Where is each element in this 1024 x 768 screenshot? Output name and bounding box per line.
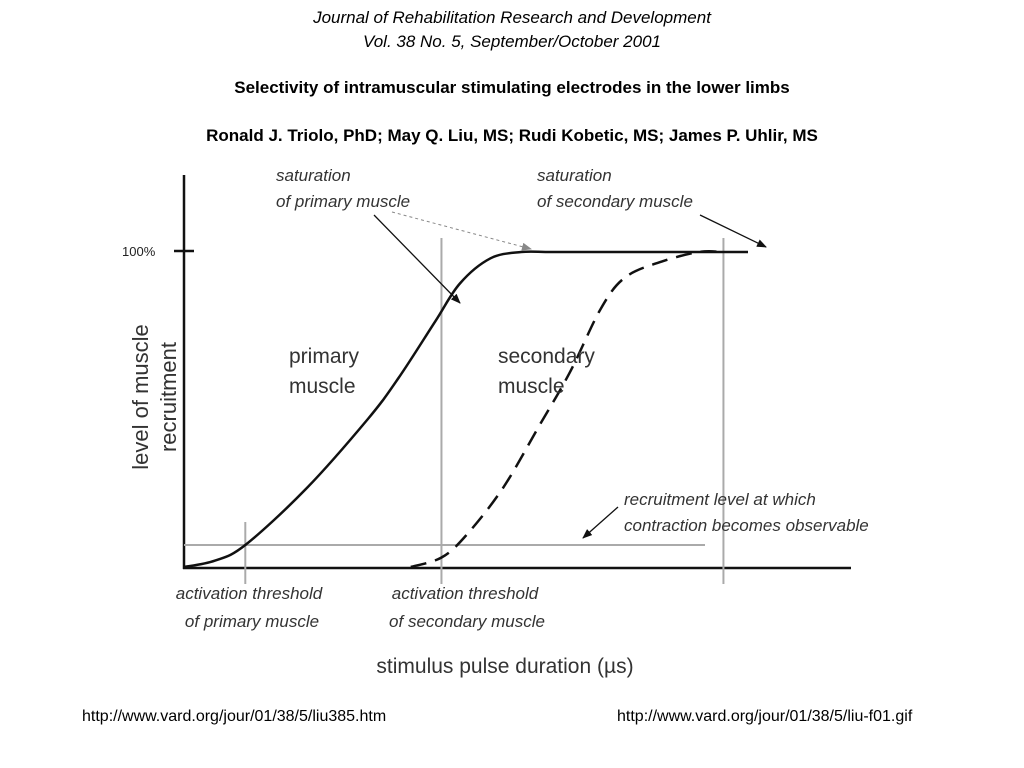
label-act-secondary-1: activation threshold [391, 584, 539, 603]
label-primary-muscle-2: muscle [289, 375, 356, 398]
arrow-sat-primary-dotted [392, 212, 531, 249]
label-secondary-muscle-2: muscle [498, 375, 565, 398]
label-act-secondary-2: of secondary muscle [389, 612, 545, 631]
label-act-primary-2: of primary muscle [184, 612, 320, 631]
journal-name: Journal of Rehabilitation Research and Development [313, 8, 711, 27]
label-primary-muscle-1: primary [289, 345, 360, 368]
label-sat-secondary-2: of secondary muscle [537, 192, 693, 211]
paper-title: Selectivity of intramuscular stimulating electrodes in the lower limbs [234, 78, 790, 97]
journal-issue: Vol. 38 No. 5, September/October 2001 [363, 32, 661, 51]
arrow-sat-primary [374, 215, 460, 303]
label-observable-1: recruitment level at which [624, 490, 816, 509]
label-observable-2: contraction becomes observable [624, 516, 869, 535]
label-sat-primary-1: saturation [276, 166, 351, 185]
arrow-sat-secondary [700, 215, 766, 247]
source-url-left[interactable]: http://www.vard.org/jour/01/38/5/liu385.htm [82, 708, 387, 725]
paper-authors: Ronald J. Triolo, PhD; May Q. Liu, MS; Rudi Kobetic, MS; James P. Uhlir, MS [206, 126, 818, 145]
y-tick-label: 100% [122, 244, 156, 259]
y-axis-label-2: recruitment [156, 341, 181, 453]
arrow-observable [583, 507, 618, 538]
label-secondary-muscle-1: secondary [498, 345, 595, 368]
label-act-primary-1: activation threshold [175, 584, 323, 603]
source-url-right[interactable]: http://www.vard.org/jour/01/38/5/liu-f01.gif [617, 708, 913, 725]
y-axis-label-1: level of muscle [128, 324, 153, 470]
label-sat-primary-2: of primary muscle [276, 192, 411, 211]
x-axis-label: stimulus pulse duration (µs) [376, 655, 634, 678]
label-sat-secondary-1: saturation [537, 166, 612, 185]
